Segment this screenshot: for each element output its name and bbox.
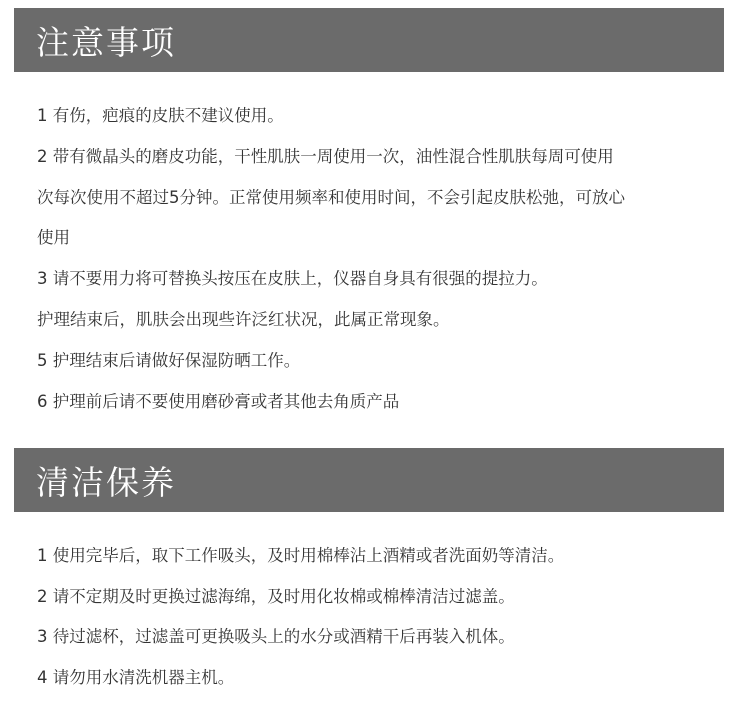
list-item: 3 待过滤杯，过滤盖可更换吸头上的水分或酒精干后再装入机体。 xyxy=(37,627,515,647)
precautions-list xyxy=(37,96,737,422)
list-item: 1 使用完毕后，取下工作吸头，及时用棉棒沾上酒精或者洗面奶等清洁。 xyxy=(37,546,565,565)
list-item: 次每次使用不超过5分钟。正常使用频率和使用时间，不会引起皮肤松弛，可放心 xyxy=(37,187,625,207)
list-item: 5 护理结束后请做好保湿防晒工作。 xyxy=(37,350,301,370)
section-header-precautions xyxy=(14,8,724,72)
section-header-cleaning xyxy=(14,448,724,512)
section-title: 注意事项 xyxy=(36,22,176,62)
list-item: 2 带有微晶头的磨皮功能，干性肌肤一周使用一次，油性混合性肌肤每周可使用 xyxy=(37,146,614,166)
list-item: 4 请勿用水清洗机器主机。 xyxy=(37,667,235,687)
section-title: 清洁保养 xyxy=(36,462,176,502)
cleaning-list xyxy=(37,536,737,698)
list-item: 1 有伤，疤痕的皮肤不建议使用。 xyxy=(37,106,284,125)
list-item: 护理结束后，肌肤会出现些许泛红状况，此属正常现象。 xyxy=(37,309,450,329)
list-item: 3 请不要用力将可替换头按压在皮肤上，仪器自身具有很强的提拉力。 xyxy=(37,269,548,289)
list-item: 6 护理前后请不要使用磨砂膏或者其他去角质产品 xyxy=(37,391,400,411)
list-item: 使用 xyxy=(37,228,70,248)
list-item: 2 请不定期及时更换过滤海绵，及时用化妆棉或棉棒清洁过滤盖。 xyxy=(37,586,515,606)
